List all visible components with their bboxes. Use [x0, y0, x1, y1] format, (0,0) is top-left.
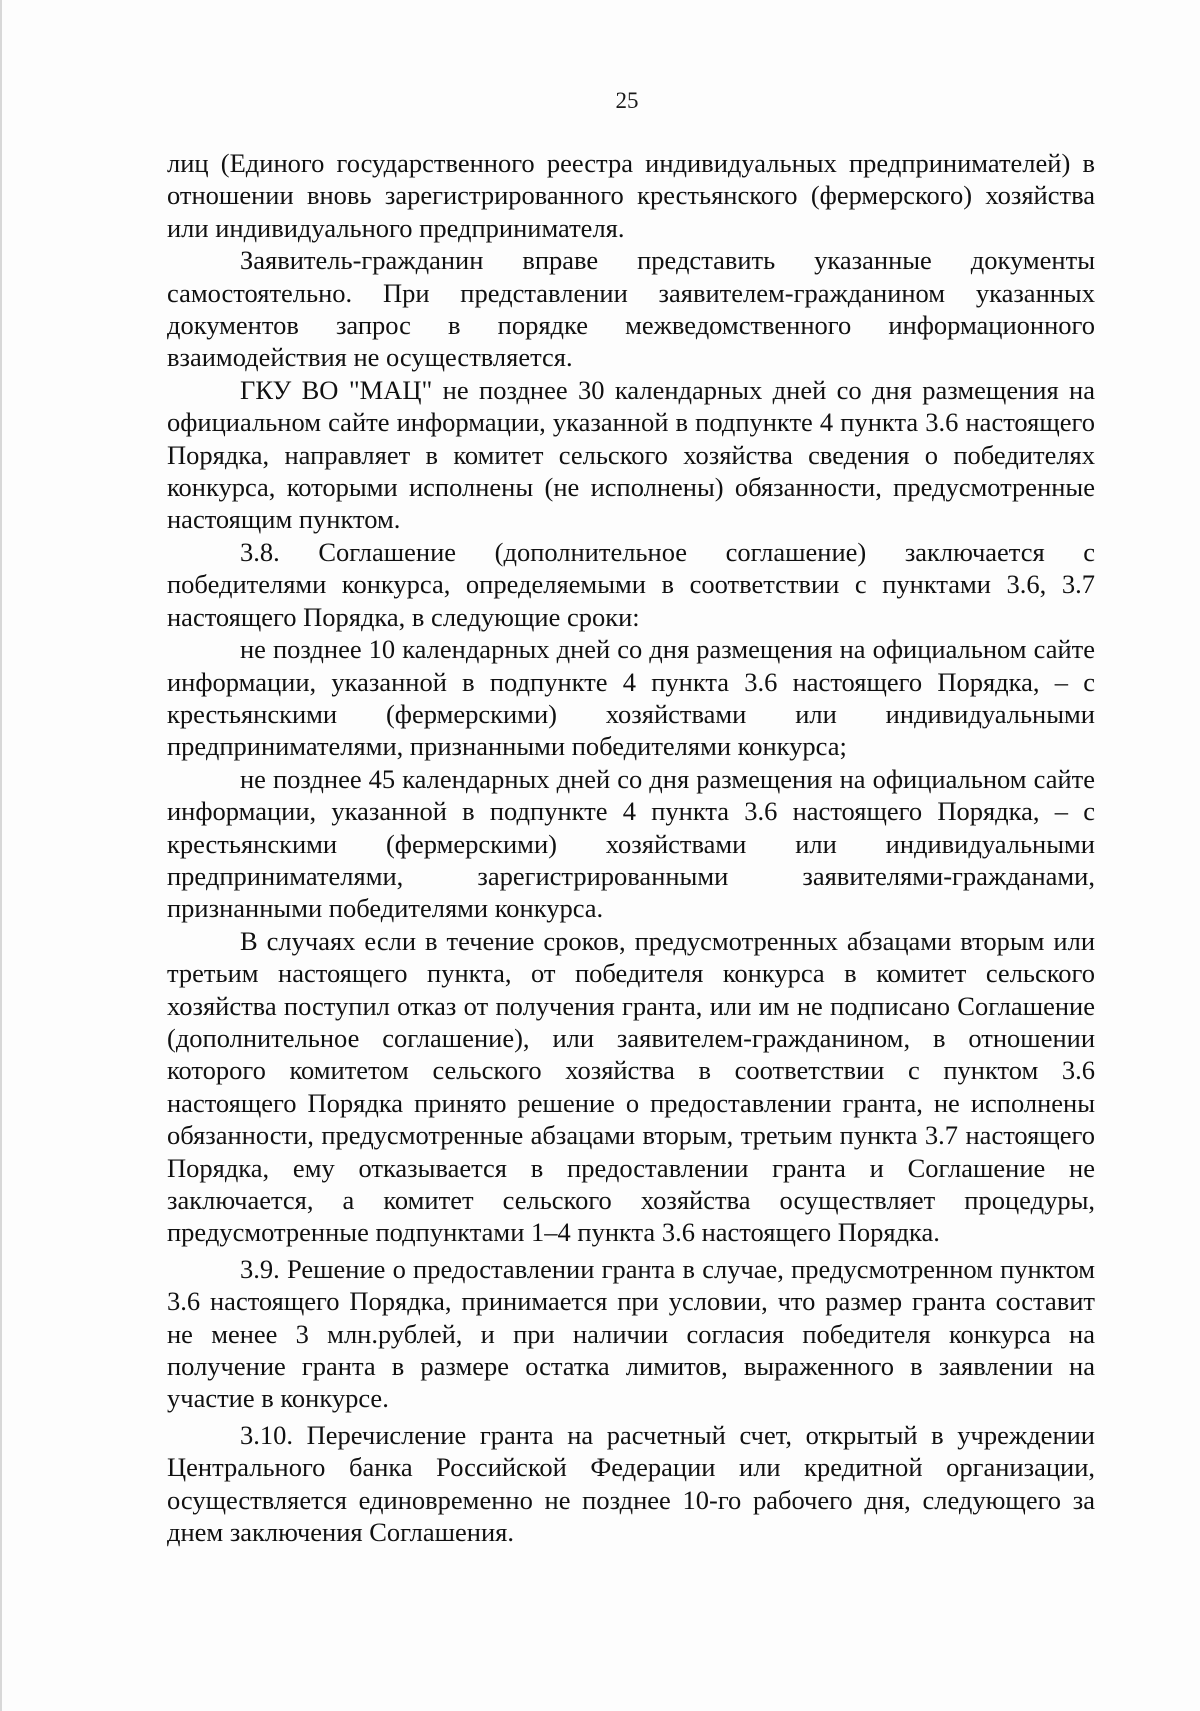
- paragraph-applicant-documents: Заявитель-гражданин вправе представить указанные документы самостоятельно. При представлении заявителем-гражданином указанных документов запрос в порядке межведомственного информационного взаимодействия не осуществляется.: [167, 245, 1095, 373]
- page-number: 25: [615, 88, 639, 113]
- paragraph-refusal-cases: В случаях если в течение сроков, предусмотренных абзацами вторым или третьим настоящего пункта, от победителя конкурса в комитет сельского хозяйства поступил отказ от получения гранта, или им не подписано Соглашение (дополнительное соглашение), или заявителем-гражданином, в отношении которого комитетом сельского хозяйства в соответствии с пунктом 3.6 настоящего Порядка принято решение о предоставлении гранта, не исполнены обязанности, предусмотренные абзацами вторым, третьим пункта 3.7 настоящего Порядка, ему отказывается в предоставлении гранта и Соглашение не заключается, а комитет сельского хозяйства осуществляет процедуры, предусмотренные подпунктами 1–4 пункта 3.6 настоящего Порядка.: [167, 925, 1095, 1248]
- paragraph-10-days: не позднее 10 календарных дней со дня размещения на официальном сайте информации, указанной в подпункте 4 пункта 3.6 настоящего Порядка, – с крестьянскими (фермерскими) хозяйствами или индивидуальными предпринимателями, признанными победителями конкурса;: [167, 634, 1095, 762]
- paragraph-3-10: 3.10. Перечисление гранта на расчетный счет, открытый в учреждении Центрального банка Российской Федерации или кредитной организации, осуществляется единовременно не позднее 10-го рабочего дня, следующего за днем заключения Соглашения.: [167, 1419, 1095, 1548]
- document-body: [167, 147, 1095, 1548]
- paragraph-continuation: лиц (Единого государственного реестра индивидуальных предпринимателей) в отношении вновь зарегистрированного крестьянского (фермерского) хозяйства или индивидуального предпринимателя.: [167, 148, 1095, 243]
- paragraph-3-8: 3.8. Соглашение (дополнительное соглашение) заключается с победителями конкурса, определяемыми в соответствии с пунктами 3.6, 3.7 настоящего Порядка, в следующие сроки:: [167, 536, 1095, 632]
- paragraph-45-days: не позднее 45 календарных дней со дня размещения на официальном сайте информации, указанной в подпункте 4 пункта 3.6 настоящего Порядка, – с крестьянскими (фермерскими) хозяйствами или индивидуальными предпринимателями, зарегистрированными заявителями-гражданами, признанными победителями конкурса.: [167, 763, 1095, 924]
- paragraph-gku-mac: ГКУ ВО "МАЦ" не позднее 30 календарных дней со дня размещения на официальном сайте информации, указанной в подпункте 4 пункта 3.6 настоящего Порядка, направляет в комитет сельского хозяйства сведения о победителях конкурса, которыми исполнены (не исполнены) обязанности, предусмотренные настоящим пунктом.: [167, 374, 1095, 535]
- paragraph-3-9: 3.9. Решение о предоставлении гранта в случае, предусмотренном пунктом 3.6 настоящего Порядка, принимается при условии, что размер гранта составит не менее 3 млн.рублей, и при наличии согласия победителя конкурса на получение гранта в размере остатка лимитов, выраженного в заявлении на участие в конкурсе.: [167, 1253, 1095, 1414]
